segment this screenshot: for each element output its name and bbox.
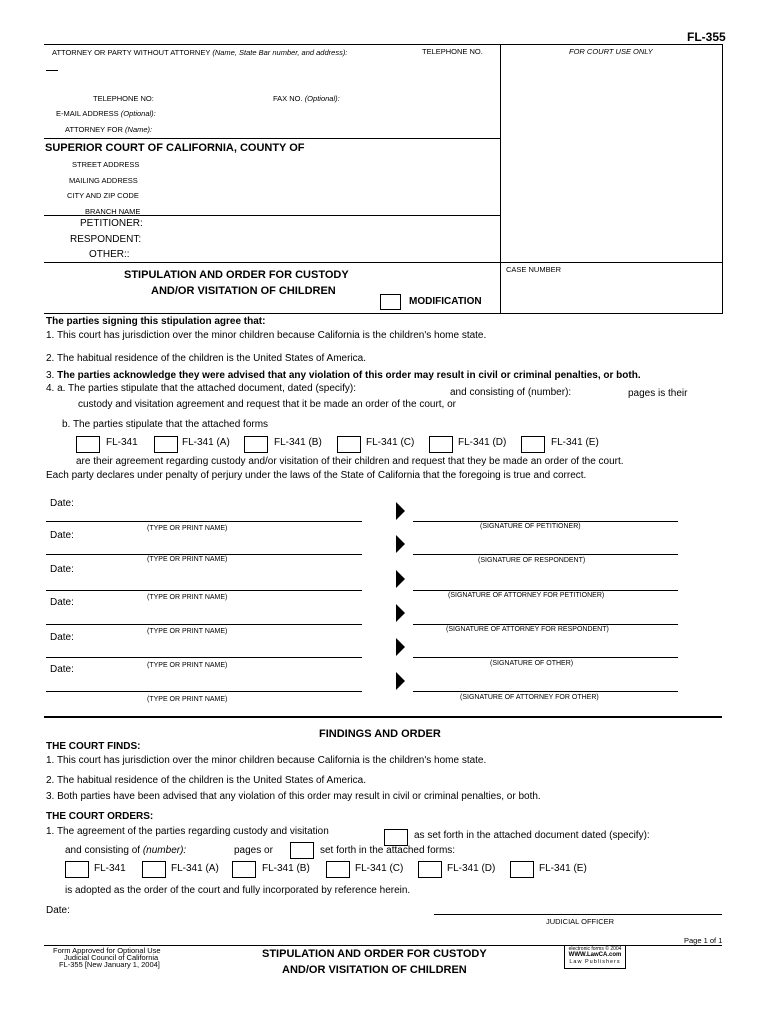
header-bottom-border (44, 313, 722, 314)
date-label: Date: (50, 564, 74, 575)
type-print-name-label: (TYPE OR PRINT NAME) (147, 696, 228, 703)
attorney-label: ATTORNEY OR PARTY WITHOUT ATTORNEY (Name, State Bar number, and address): (52, 48, 348, 57)
order-form-label-fl341a: FL-341 (A) (171, 863, 219, 874)
checkbox-fl341a[interactable] (154, 436, 178, 453)
right-column-divider (500, 44, 501, 314)
order-checkbox-fl341d[interactable] (418, 861, 442, 878)
signature-label-petitioner: (SIGNATURE OF PETITIONER) (480, 523, 581, 530)
stipulation-item4b: b. The parties stipulate that the attached forms (62, 419, 269, 430)
order-1-consisting: and consisting of (number): (65, 845, 187, 856)
stipulation-item2: 2. The habitual residence of the children is the United States of America. (46, 353, 366, 364)
court-title: SUPERIOR COURT OF CALIFORNIA, COUNTY OF (45, 142, 305, 154)
mailing-address-label: MAILING ADDRESS (69, 176, 138, 185)
form-label-fl341e: FL-341 (E) (551, 437, 599, 448)
attorney-tick (46, 70, 58, 71)
attached-forms-checkbox[interactable] (290, 842, 314, 859)
type-print-name-label: (TYPE OR PRINT NAME) (147, 594, 228, 601)
right-outer-border (722, 44, 723, 314)
order-1-forms: set forth in the attached forms: (320, 845, 456, 856)
type-print-name-label: (TYPE OR PRINT NAME) (147, 556, 228, 563)
order-form-label-fl341: FL-341 (94, 863, 126, 874)
signature-line[interactable] (413, 624, 678, 625)
name-line[interactable] (46, 521, 362, 522)
stipulation-intro: The parties signing this stipulation agree that: (46, 316, 266, 327)
name-line[interactable] (46, 657, 362, 658)
name-line[interactable] (46, 554, 362, 555)
order-checkbox-fl341[interactable] (65, 861, 89, 878)
declaration-text: Each party declares under penalty of perjury under the laws of the State of California that the foregoing is true and correct. (46, 470, 587, 481)
judicial-officer-label: JUDICIAL OFFICER (546, 917, 615, 926)
form-label-fl341a: FL-341 (A) (182, 437, 230, 448)
footer-title-line1: STIPULATION AND ORDER FOR CUSTODY (262, 948, 487, 960)
court-orders-heading: THE COURT ORDERS: (46, 811, 154, 822)
finding-3: 3. Both parties have been advised that any violation of this order may result in civil or criminal penalties, or both. (46, 791, 541, 802)
date-label: Date: (50, 664, 74, 675)
title-divider (44, 262, 722, 263)
finding-1: 1. This court has jurisdiction over the minor children because California is the children's home state. (46, 755, 487, 766)
name-line[interactable] (46, 590, 362, 591)
signature-label-attorney-respondent: (SIGNATURE OF ATTORNEY FOR RESPONDENT) (446, 626, 609, 633)
respondent-label: RESPONDENT: (70, 234, 142, 245)
date-label: Date: (50, 632, 74, 643)
order-form-label-fl341c: FL-341 (C) (355, 863, 404, 874)
fax-label: FAX NO. (Optional): (273, 94, 340, 103)
signature-line[interactable] (413, 521, 678, 522)
form-title-line1: STIPULATION AND ORDER FOR CUSTODY (124, 269, 349, 281)
order-checkbox-fl341e[interactable] (510, 861, 534, 878)
signature-label-attorney-other: (SIGNATURE OF ATTORNEY FOR OTHER) (460, 694, 599, 701)
checkbox-fl341b[interactable] (244, 436, 268, 453)
form-label-fl341b: FL-341 (B) (274, 437, 322, 448)
approved-line3: FL-355 [New January 1, 2004] (59, 960, 160, 969)
item4a-pages: pages is their (628, 388, 688, 399)
city-zip-label: CITY AND ZIP CODE (67, 191, 139, 200)
checkbox-fl341e[interactable] (521, 436, 545, 453)
street-address-label: STREET ADDRESS (72, 160, 140, 169)
sign-here-arrow-icon (396, 672, 405, 690)
name-line[interactable] (46, 691, 362, 692)
attached-document-checkbox[interactable] (384, 829, 408, 846)
order-date-label: Date: (46, 905, 70, 916)
signature-label-other: (SIGNATURE OF OTHER) (490, 660, 574, 667)
publisher-logo: electronic forms © 2004 WWW.LawCA.com Law Publishers (564, 945, 626, 969)
order-1-pages: pages or (234, 845, 273, 856)
signature-line[interactable] (413, 554, 678, 555)
sign-here-arrow-icon (396, 502, 405, 520)
checkbox-fl341d[interactable] (429, 436, 453, 453)
court-finds-heading: THE COURT FINDS: (46, 741, 141, 752)
email-label: E-MAIL ADDRESS (Optional): (56, 109, 156, 118)
sign-here-arrow-icon (396, 570, 405, 588)
order-form-label-fl341e: FL-341 (E) (539, 863, 587, 874)
adopted-text: is adopted as the order of the court and fully incorporated by reference herein. (65, 885, 411, 896)
attorney-for-label: ATTORNEY FOR (Name): (65, 125, 153, 134)
sign-here-arrow-icon (396, 535, 405, 553)
other-label: OTHER:: (89, 249, 130, 260)
court-use-label: FOR COURT USE ONLY (569, 47, 653, 56)
top-border (44, 44, 722, 45)
checkbox-fl341c[interactable] (337, 436, 361, 453)
stipulation-item1: 1. This court has jurisdiction over the minor children because California is the children's home state. (46, 330, 487, 341)
date-label: Date: (50, 597, 74, 608)
agreement-text: are their agreement regarding custody and/or visitation of their children and request that they be made an order of the court. (76, 456, 624, 467)
order-checkbox-fl341c[interactable] (326, 861, 350, 878)
form-number: FL-355 (687, 30, 726, 44)
telephone-no-label: TELEPHONE NO: (93, 94, 154, 103)
stipulation-item4a: 4. a. The parties stipulate that the attached document, dated (specify): (46, 383, 356, 394)
signature-line[interactable] (413, 691, 678, 692)
type-print-name-label: (TYPE OR PRINT NAME) (147, 628, 228, 635)
type-print-name-label: (TYPE OR PRINT NAME) (147, 662, 228, 669)
order-checkbox-fl341b[interactable] (232, 861, 256, 878)
findings-divider (44, 716, 722, 718)
type-print-name-label: (TYPE OR PRINT NAME) (147, 525, 228, 532)
judicial-officer-line[interactable] (434, 914, 722, 915)
sign-here-arrow-icon (396, 604, 405, 622)
footer-title-line2: AND/OR VISITATION OF CHILDREN (282, 964, 467, 976)
form-label-fl341c: FL-341 (C) (366, 437, 415, 448)
form-title-line2: AND/OR VISITATION OF CHILDREN (151, 285, 336, 297)
order-form-label-fl341b: FL-341 (B) (262, 863, 310, 874)
name-line[interactable] (46, 624, 362, 625)
item4a-consisting: and consisting of (number): (450, 387, 572, 398)
item4a-line2: custody and visitation agreement and request that it be made an order of the court, or (78, 399, 457, 410)
form-label-fl341d: FL-341 (D) (458, 437, 507, 448)
approved-line2: Judicial Council of California (64, 953, 159, 962)
order-1: 1. The agreement of the parties regarding custody and visitation (46, 826, 329, 837)
stipulation-item3: 3. The parties acknowledge they were advised that any violation of this order may result in civil or criminal penalties, or both. (46, 370, 641, 381)
form-label-fl341: FL-341 (106, 437, 138, 448)
petitioner-label: PETITIONER: (80, 218, 143, 229)
page-number: Page 1 of 1 (684, 936, 723, 945)
signature-line[interactable] (413, 657, 678, 658)
signature-label-attorney-petitioner: (SIGNATURE OF ATTORNEY FOR PETITIONER) (448, 592, 605, 599)
date-label: Date: (50, 530, 74, 541)
checkbox-fl341[interactable] (76, 436, 100, 453)
parties-divider (44, 215, 500, 216)
telephone-label: TELEPHONE NO. (422, 47, 483, 56)
findings-title: FINDINGS AND ORDER (319, 728, 441, 740)
signature-label-respondent: (SIGNATURE OF RESPONDENT) (478, 557, 586, 564)
branch-name-label: BRANCH NAME (85, 207, 141, 216)
sign-here-arrow-icon (396, 638, 405, 656)
date-label: Date: (50, 498, 74, 509)
order-form-label-fl341d: FL-341 (D) (447, 863, 496, 874)
finding-2: 2. The habitual residence of the children is the United States of America. (46, 775, 366, 786)
court-divider (44, 138, 500, 139)
order-1-document: as set forth in the attached document dated (specify): (414, 830, 650, 841)
order-checkbox-fl341a[interactable] (142, 861, 166, 878)
modification-label: MODIFICATION (409, 296, 482, 307)
approved-line1: Form Approved for Optional Use (53, 946, 161, 955)
case-number-label: CASE NUMBER (506, 265, 562, 274)
modification-checkbox[interactable] (380, 294, 401, 310)
signature-line[interactable] (413, 590, 678, 591)
